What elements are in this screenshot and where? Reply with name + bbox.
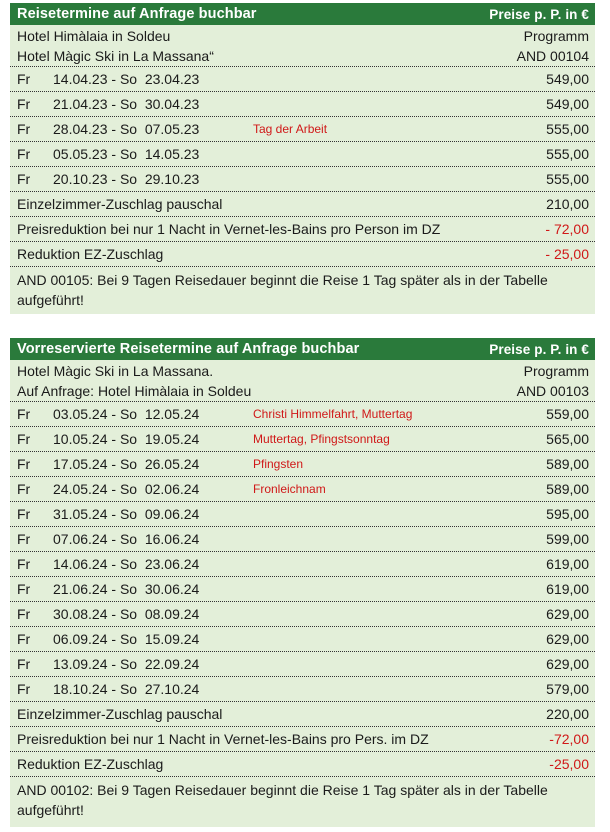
extras — [10, 702, 595, 777]
weekday: Fr — [17, 406, 31, 422]
holiday-note: Tag der Arbeit — [253, 122, 328, 136]
program-label: Programm — [523, 362, 589, 379]
date-row — [10, 167, 595, 192]
weekday: Fr — [17, 171, 31, 187]
extra-row — [10, 702, 595, 727]
section-header — [10, 3, 595, 25]
price: 619,00 — [546, 581, 589, 597]
date-cell — [17, 96, 253, 112]
date-range: 21.06.24 - So 30.06.24 — [53, 581, 200, 597]
date-range: 17.05.24 - So 26.05.24 — [53, 456, 200, 472]
prices-label: Preise p. P. in € — [489, 6, 589, 22]
date-range: 14.04.23 - So 23.04.23 — [53, 71, 200, 87]
date-range: 07.06.24 - So 16.06.24 — [53, 531, 200, 547]
date-row — [10, 452, 595, 477]
hotel-name: Hotel Màgic Ski in La Massana. — [17, 362, 214, 379]
price: 549,00 — [546, 96, 589, 112]
date-range: 30.08.24 - So 08.09.24 — [53, 606, 200, 622]
program-label: Programm — [523, 27, 589, 44]
extra-label: Reduktion EZ-Zuschlag — [17, 246, 164, 262]
program-code: AND 00104 — [516, 48, 589, 64]
date-row — [10, 402, 595, 427]
date-range: 06.09.24 - So 15.09.24 — [53, 631, 200, 647]
extra-label: Einzelzimmer-Zuschlag pauschal — [17, 196, 223, 212]
holiday-note: Pfingsten — [253, 457, 304, 471]
date-cell — [17, 171, 253, 187]
price: 589,00 — [546, 456, 589, 472]
footnote: AND 00105: Bei 9 Tagen Reisedauer beginnt die Reise 1 Tag später als in der Tabelle aufgeführt! — [17, 272, 548, 308]
date-cell — [17, 631, 253, 647]
extra-row — [10, 242, 595, 267]
weekday: Fr — [17, 146, 31, 162]
date-cell — [17, 556, 253, 572]
date-row — [10, 502, 595, 527]
date-row — [10, 602, 595, 627]
weekday: Fr — [17, 556, 31, 572]
weekday: Fr — [17, 96, 31, 112]
price: 589,00 — [546, 481, 589, 497]
extra-label: Reduktion EZ-Zuschlag — [17, 756, 164, 772]
date-row — [10, 627, 595, 652]
date-cell — [17, 456, 303, 472]
date-range: 05.05.23 - So 14.05.23 — [53, 146, 200, 162]
holiday-note: Fronleichnam — [253, 482, 326, 496]
date-row — [10, 652, 595, 677]
weekday: Fr — [17, 531, 31, 547]
price: 629,00 — [546, 606, 589, 622]
hotel-name: Hotel Màgic Ski in La Massana“ — [17, 48, 214, 64]
date-range: 18.10.24 - So 27.10.24 — [53, 681, 200, 697]
extra-label: Preisreduktion bei nur 1 Nacht in Vernet-les-Bains pro Person im DZ — [17, 221, 441, 237]
price: 555,00 — [546, 121, 589, 137]
weekday: Fr — [17, 431, 31, 447]
date-cell — [17, 71, 253, 87]
date-cell — [17, 146, 253, 162]
date-row — [10, 67, 595, 92]
date-row — [10, 427, 595, 452]
extra-label: Einzelzimmer-Zuschlag pauschal — [17, 706, 223, 722]
date-row — [10, 117, 595, 142]
price: 549,00 — [546, 71, 589, 87]
price: 555,00 — [546, 171, 589, 187]
extra-row — [10, 752, 595, 777]
footnote: AND 00102: Bei 9 Tagen Reisedauer beginnt die Reise 1 Tag später als in der Tabelle aufgeführt! — [17, 782, 548, 818]
date-range: 03.05.24 - So 12.05.24 — [53, 406, 200, 422]
date-row — [10, 527, 595, 552]
extra-row — [10, 192, 595, 217]
price: 599,00 — [546, 531, 589, 547]
date-rows — [10, 402, 595, 702]
extra-value: 210,00 — [546, 196, 589, 212]
extra-value: - 25,00 — [545, 246, 589, 262]
date-range: 21.04.23 - So 30.04.23 — [53, 96, 200, 112]
price: 579,00 — [546, 681, 589, 697]
price-table-section-1 — [10, 3, 595, 314]
extra-value: -25,00 — [549, 756, 589, 772]
price: 629,00 — [546, 656, 589, 672]
section-title: Reisetermine auf Anfrage buchbar — [17, 6, 257, 22]
date-cell — [17, 656, 253, 672]
section-title: Vorreservierte Reisetermine auf Anfrage buchbar — [17, 341, 360, 357]
weekday: Fr — [17, 681, 31, 697]
section-header — [10, 338, 595, 360]
hotel-name: Hotel Himàlaia in Soldeu — [17, 27, 171, 44]
date-range: 24.05.24 - So 02.06.24 — [53, 481, 200, 497]
holiday-note: Muttertag, Pfingstsonntag — [253, 432, 390, 446]
price: 595,00 — [546, 506, 589, 522]
date-row — [10, 92, 595, 117]
prices-label: Preise p. P. in € — [489, 341, 589, 357]
program-code: AND 00103 — [516, 383, 589, 399]
weekday: Fr — [17, 121, 31, 137]
date-row — [10, 677, 595, 702]
hotel-line — [10, 25, 595, 46]
date-range: 20.10.23 - So 29.10.23 — [53, 171, 200, 187]
date-row — [10, 142, 595, 167]
date-range: 28.04.23 - So 07.05.23 — [53, 121, 200, 137]
holiday-note: Christi Himmelfahrt, Muttertag — [253, 407, 413, 421]
hotel-name: Auf Anfrage: Hotel Himàlaia in Soldeu — [17, 383, 252, 399]
price-table-section-2 — [10, 338, 595, 827]
weekday: Fr — [17, 506, 31, 522]
weekday: Fr — [17, 581, 31, 597]
extras — [10, 192, 595, 267]
weekday: Fr — [17, 481, 31, 497]
date-row — [10, 552, 595, 577]
price: 565,00 — [546, 431, 589, 447]
price: 629,00 — [546, 631, 589, 647]
price: 555,00 — [546, 146, 589, 162]
extra-row — [10, 727, 595, 752]
extra-row — [10, 217, 595, 242]
extra-value: 220,00 — [546, 706, 589, 722]
date-row — [10, 577, 595, 602]
date-cell — [17, 531, 253, 547]
date-range: 13.09.24 - So 22.09.24 — [53, 656, 200, 672]
date-cell — [17, 121, 327, 137]
date-row — [10, 477, 595, 502]
weekday: Fr — [17, 656, 31, 672]
weekday: Fr — [17, 71, 31, 87]
hotel-line — [10, 360, 595, 381]
date-cell — [17, 481, 326, 497]
price: 559,00 — [546, 406, 589, 422]
extra-value: - 72,00 — [545, 221, 589, 237]
date-cell — [17, 506, 253, 522]
date-range: 10.05.24 - So 19.05.24 — [53, 431, 200, 447]
date-cell — [17, 606, 253, 622]
hotel-line — [10, 381, 595, 402]
date-range: 14.06.24 - So 23.06.24 — [53, 556, 200, 572]
date-cell — [17, 581, 253, 597]
date-rows — [10, 67, 595, 192]
date-cell — [17, 681, 253, 697]
price: 619,00 — [546, 556, 589, 572]
date-cell — [17, 431, 390, 447]
extra-label: Preisreduktion bei nur 1 Nacht in Vernet-les-Bains pro Pers. im DZ — [17, 731, 429, 747]
weekday: Fr — [17, 456, 31, 472]
weekday: Fr — [17, 606, 31, 622]
hotel-line — [10, 46, 595, 67]
date-cell — [17, 406, 412, 422]
extra-value: -72,00 — [549, 731, 589, 747]
weekday: Fr — [17, 631, 31, 647]
date-range: 31.05.24 - So 09.06.24 — [53, 506, 200, 522]
